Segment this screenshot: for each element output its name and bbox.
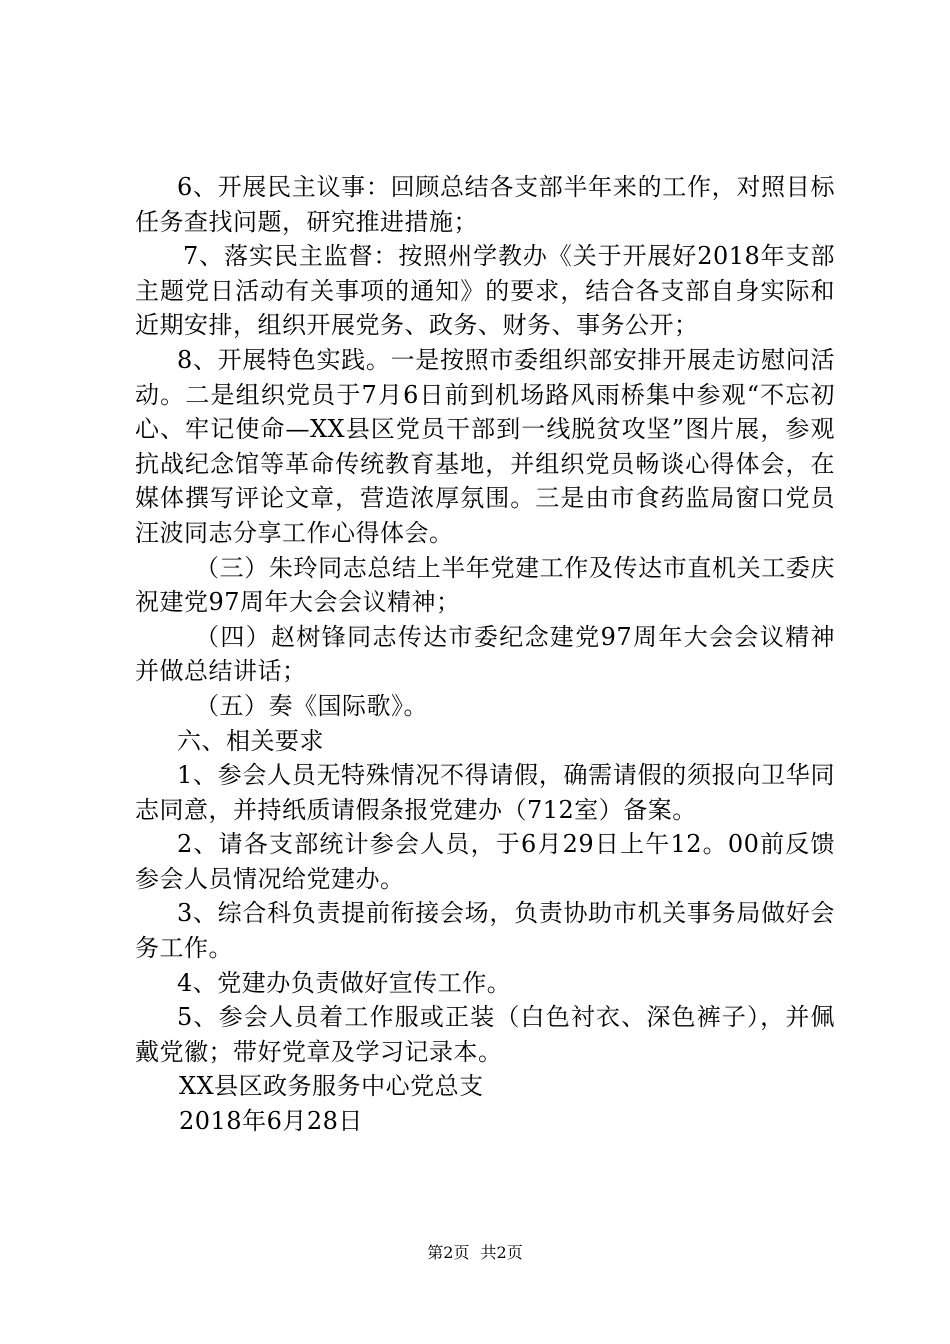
requirement-2: 2、请各支部统计参会人员，于6月29日上午12。00前反馈参会人员情况给党建办。	[135, 830, 835, 893]
item-special-practice: 8、开展特色实践。一是按照市委组织部安排开展走访慰问活动。二是组织党员于7月6日前到机场路风雨桥集中参观“不忘初心、牢记使命—XX县区党员干部到一线脱贫攻坚”图片展，参观抗战纪念馆等革命传统教育基地，并组织党员畅谈心得体会，在媒体撰写评论文章，营造浓厚氛围。三是由市食药监局窗口党员汪波同志分享工作心得体会。	[135, 345, 835, 547]
requirement-5: 5、参会人员着工作服或正装（白色衬衣、深色裤子），并佩戴党徽；带好党章及学习记录本。	[135, 1003, 835, 1066]
agenda-item-4: （四）赵树锋同志传达市委纪念建党97周年大会会议精神并做总结讲话；	[135, 622, 835, 686]
requirement-3: 3、综合科负责提前衔接会场，负责协助市机关事务局做好会务工作。	[135, 899, 835, 963]
item-democratic-discussion: 6、开展民主议事：回顾总结各支部半年来的工作，对照目标任务查找问题，研究推进措施；	[135, 173, 835, 236]
agenda-item-5: （五）奏《国际歌》。	[195, 691, 428, 720]
page-footer	[0, 1243, 950, 1263]
page-total: 共2页	[480, 1243, 523, 1262]
signature-date: 2018年6月28日	[179, 1107, 363, 1136]
section-heading-requirements: 六、相关要求	[177, 726, 324, 755]
item-democratic-supervision: 7、落实民主监督：按照州学教办《关于开展好2018年支部主题党日活动有关事项的通知》的要求，结合各支部自身实际和近期安排，组织开展党务、政务、财务、事务公开；	[135, 242, 835, 340]
signature-organization: XX县区政务服务中心党总支	[179, 1072, 484, 1101]
agenda-item-3: （三）朱玲同志总结上半年党建工作及传达市直机关工委庆祝建党97周年大会会议精神；	[135, 553, 835, 617]
document-body	[135, 170, 835, 1139]
requirement-1: 1、参会人员无特殊情况不得请假，确需请假的须报向卫华同志同意，并持纸质请假条报党建办（712室）备案。	[135, 761, 835, 824]
page-number: 第2页	[427, 1243, 470, 1262]
requirement-4: 4、党建办负责做好宣传工作。	[177, 968, 512, 997]
